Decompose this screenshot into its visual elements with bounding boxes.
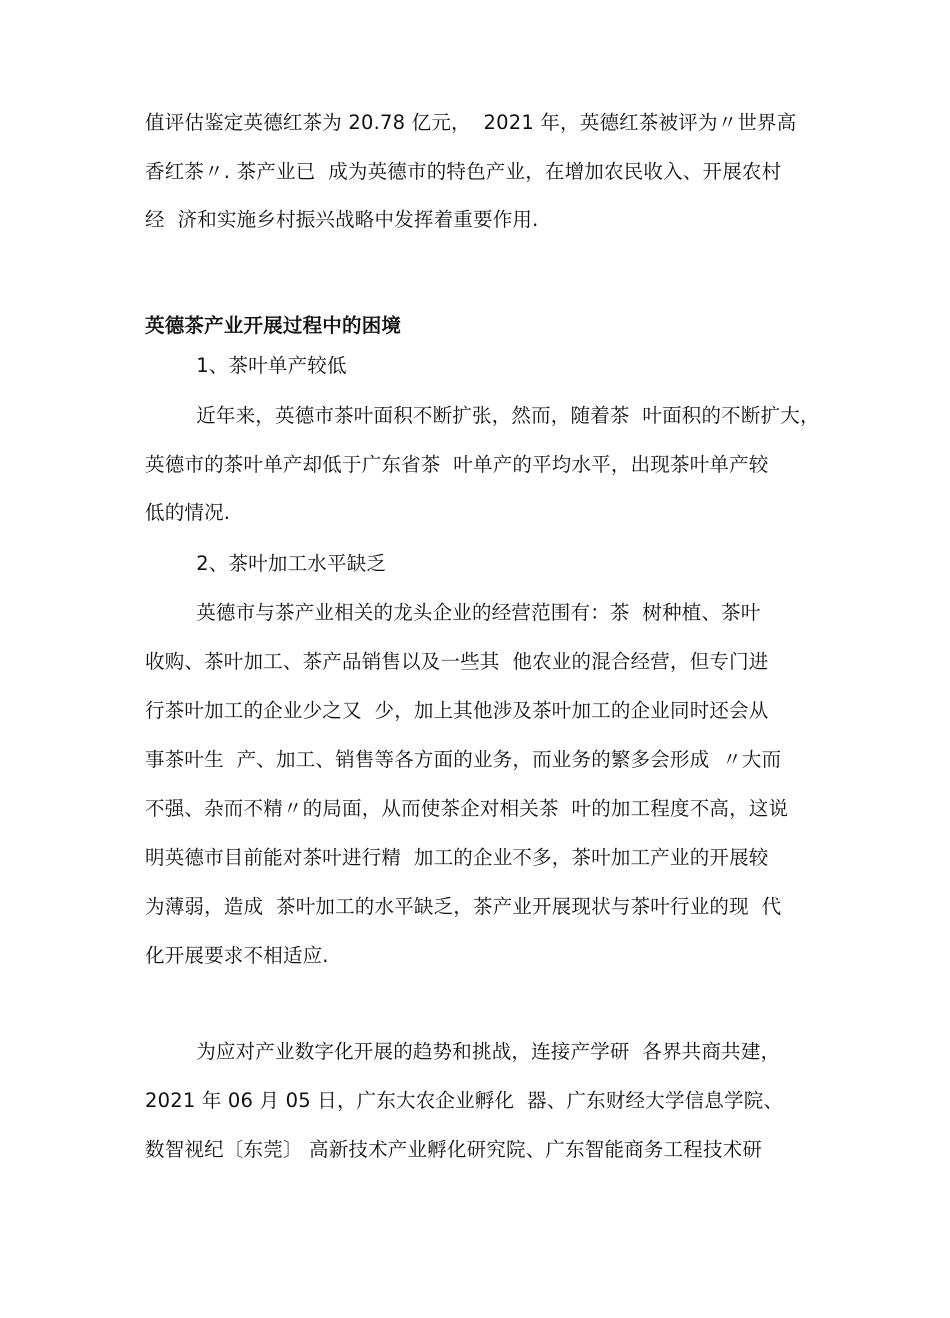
subsection-heading: 2、茶叶加工水平缺乏 [145,552,387,575]
text-line: 近年来，英德市茶叶面积不断扩张，然而，随着茶 叶面积的不断扩大， [145,404,820,427]
text-line: 经 济和实施乡村振兴战略中发挥着重要作用. [145,208,539,231]
subsection-heading: 1、茶叶单产较低 [145,354,347,377]
text-line: 数智视纪〔东莞〕 高新技术产业孵化研究院、广东智能商务工程技术研 [145,1138,763,1161]
text-line: 低的情况. [145,501,231,524]
text-line: 不强、杂而不精〃的局面，从而使茶企对相关茶 叶的加工程度不高，这说 [145,797,789,820]
text-line: 事茶叶生 产、加工、销售等各方面的业务，而业务的繁多会形成 〃大而 [145,748,782,771]
text-line: 2021 年 06 月 05 日，广东大农企业孵化 器、广东财经大学信息学院、 [145,1089,784,1112]
text-line: 行茶叶加工的企业少之又 少，加上其他涉及茶叶加工的企业同时还会从 [145,699,769,722]
text-line: 为应对产业数字化开展的趋势和挑战，连接产学研 各界共商共建， [145,1040,781,1063]
section-heading: 英德茶产业开展过程中的困境 [145,314,402,337]
text-line: 英德市的茶叶单产却低于广东省茶 叶单产的平均水平，出现茶叶单产较 [145,453,769,476]
text-line: 值评估鉴定英德红茶为 20.78 亿元， 2021 年，英德红茶被评为〃世界高 [145,111,797,134]
text-line: 香红茶〃. 茶产业已 成为英德市的特色产业，在增加农民收入、开展农村 [145,160,782,183]
text-line: 化开展要求不相适应. [145,944,329,967]
text-line: 收购、茶叶加工、茶产品销售以及一些其 他农业的混合经营，但专门进 [145,650,769,673]
text-line: 明英德市目前能对茶叶进行精 加工的企业不多，茶叶加工产业的开展较 [145,846,769,869]
text-line: 英德市与茶产业相关的龙头企业的经营范围有：茶 树种植、茶叶 [145,601,761,624]
text-line: 为薄弱，造成 茶叶加工的水平缺乏，茶产业开展现状与茶叶行业的现 代 [145,895,782,918]
